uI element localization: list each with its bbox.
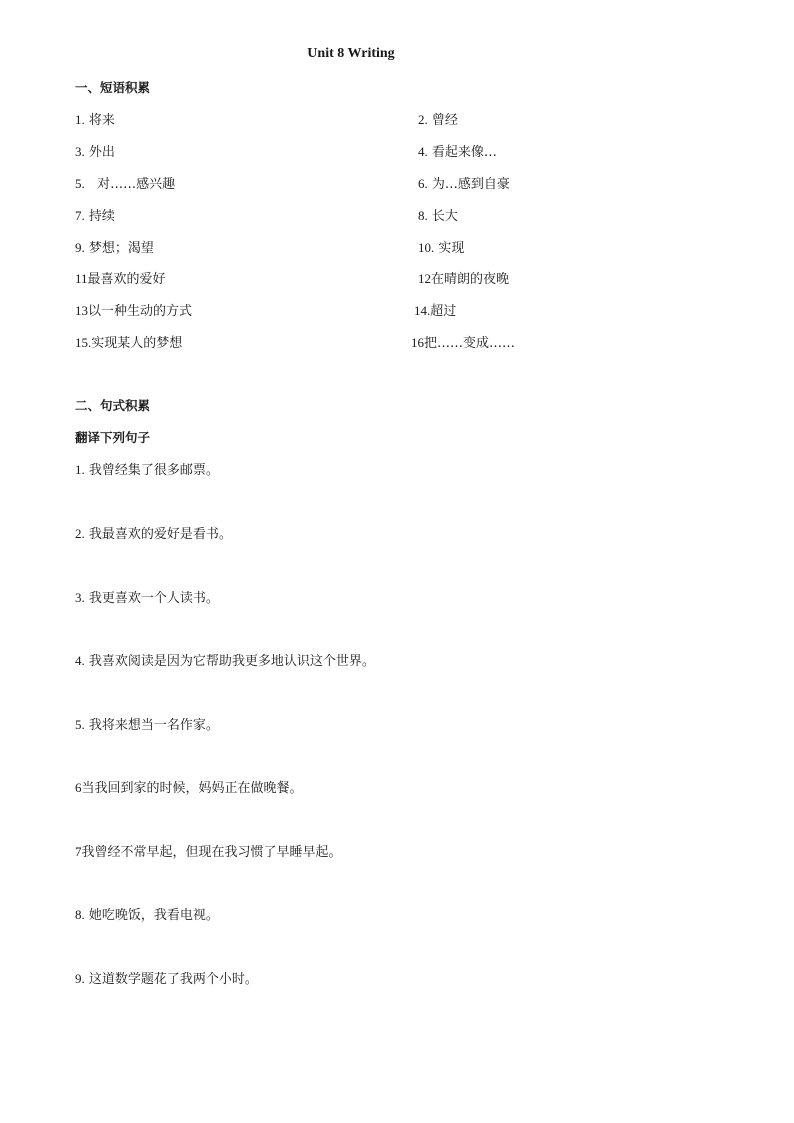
phrase-item: 15.实现某人的梦想 (75, 335, 183, 351)
phrase-item: 1. 将来 (75, 112, 115, 128)
phrase-item: 8. 长大 (418, 208, 458, 224)
phrase-item: 3. 外出 (75, 144, 115, 160)
phrase-item: 10. 实现 (418, 240, 465, 256)
sentence-item: 1. 我曾经集了很多邮票。 (75, 462, 219, 478)
sentence-item: 6当我回到家的时候，妈妈正在做晚餐。 (75, 780, 303, 796)
sentence-item: 5. 我将来想当一名作家。 (75, 717, 219, 733)
page-title: Unit 8 Writing (307, 46, 395, 61)
phrase-item: 13以一种生动的方式 (75, 303, 193, 319)
section-heading-sentences: 二、句式积累 (75, 398, 151, 413)
sentence-item: 2. 我最喜欢的爱好是看书。 (75, 526, 232, 542)
sentence-item: 7我曾经不常早起，但现在我习惯了早睡早起。 (75, 844, 342, 860)
sentence-item: 4. 我喜欢阅读是因为它帮助我更多地认识这个世界。 (75, 653, 375, 669)
phrase-item: 6. 为…感到自豪 (418, 176, 510, 192)
phrase-item: 4. 看起来像… (418, 144, 497, 160)
phrase-item: 5. 对……感兴趣 (75, 176, 176, 192)
phrase-item: 7. 持续 (75, 208, 115, 224)
phrase-item: 9. 梦想；渴望 (75, 240, 154, 256)
instruction-text: 翻译下列句子 (75, 430, 151, 445)
sentence-item: 8. 她吃晚饭，我看电视。 (75, 907, 219, 923)
phrase-item: 14.超过 (414, 303, 457, 319)
sentence-item: 3. 我更喜欢一个人读书。 (75, 590, 219, 606)
phrase-item: 16把……变成…… (411, 335, 516, 351)
phrase-item: 12在晴朗的夜晚 (418, 271, 510, 287)
sentence-item: 9. 这道数学题花了我两个小时。 (75, 971, 258, 987)
phrase-item: 2. 曾经 (418, 112, 458, 128)
section-heading-phrases: 一、短语积累 (75, 80, 151, 95)
phrase-item: 11最喜欢的爱好 (75, 271, 166, 287)
